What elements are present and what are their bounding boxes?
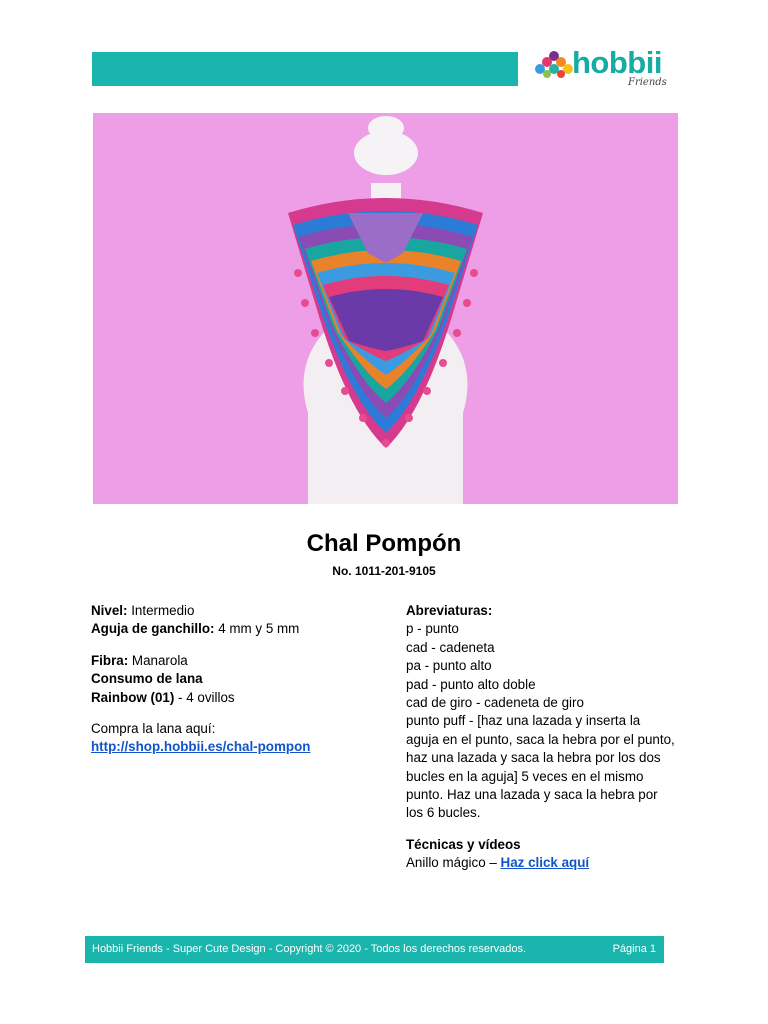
abbreviation-item: p - punto — [406, 621, 459, 637]
footer-bar — [85, 936, 664, 963]
level-label: Nivel: — [91, 603, 128, 618]
yarn-heading: Consumo de lana — [91, 671, 203, 687]
abbreviation-item: pa - punto alto — [406, 658, 492, 674]
abbreviation-item: punto puff - [haz una lazada y inserta la aguja en el punto, saca la hebra por el punto, haz una lazada y saca la hebra por los dos bucles en la aguja] 5 veces en el mismo punto. Haz una lazada y saca la hebra por los 6 bucles. — [406, 713, 675, 821]
pattern-details — [91, 602, 381, 757]
abbreviation-item: cad de giro - cadeneta de giro — [406, 695, 584, 711]
pattern-title: Chal Pompón — [306, 530, 462, 557]
pompom-cluster-icon — [534, 50, 574, 78]
video-link[interactable]: Haz click aquí — [500, 855, 590, 871]
technique-text: Anillo mágico – — [406, 855, 501, 871]
buy-text: Compra la lana aquí: — [91, 721, 216, 737]
abbreviations-section — [406, 602, 676, 873]
level-row — [91, 602, 381, 620]
hook-row — [91, 620, 381, 638]
header-bar — [92, 52, 518, 86]
color-value: - 4 ovillos — [174, 689, 235, 705]
buy-link[interactable]: http://shop.hobbii.es/chal-pompon — [91, 739, 311, 755]
color-row — [91, 689, 381, 707]
hook-value: 4 mm y 5 mm — [214, 621, 300, 637]
footer-copyright: Hobbii Friends - Super Cute Design - Copyright © 2020 - Todos los derechos reservados. — [92, 943, 527, 955]
fiber-row — [91, 652, 381, 670]
color-label: Rainbow (01) — [91, 689, 175, 705]
hobbii-logo[interactable] — [534, 45, 676, 92]
page-number: Página 1 — [612, 943, 656, 955]
shawl-photo — [93, 113, 678, 504]
hook-label: Aguja de ganchillo: — [91, 621, 215, 637]
logo-wordmark: hobbii — [572, 45, 662, 80]
logo-subtitle: Friends — [628, 77, 667, 88]
abbreviation-item: cad - cadeneta — [406, 639, 495, 655]
abbreviations-heading: Abreviaturas: — [406, 603, 493, 618]
level-value: Intermedio — [127, 603, 195, 618]
technique-row — [406, 854, 676, 872]
fiber-value: Manarola — [128, 652, 188, 668]
product-number: No. 1011-201-9105 — [332, 564, 436, 578]
techniques-heading: Técnicas y vídeos — [406, 836, 521, 852]
abbreviation-item: pad - punto alto doble — [406, 676, 536, 692]
fiber-label: Fibra: — [91, 652, 129, 668]
